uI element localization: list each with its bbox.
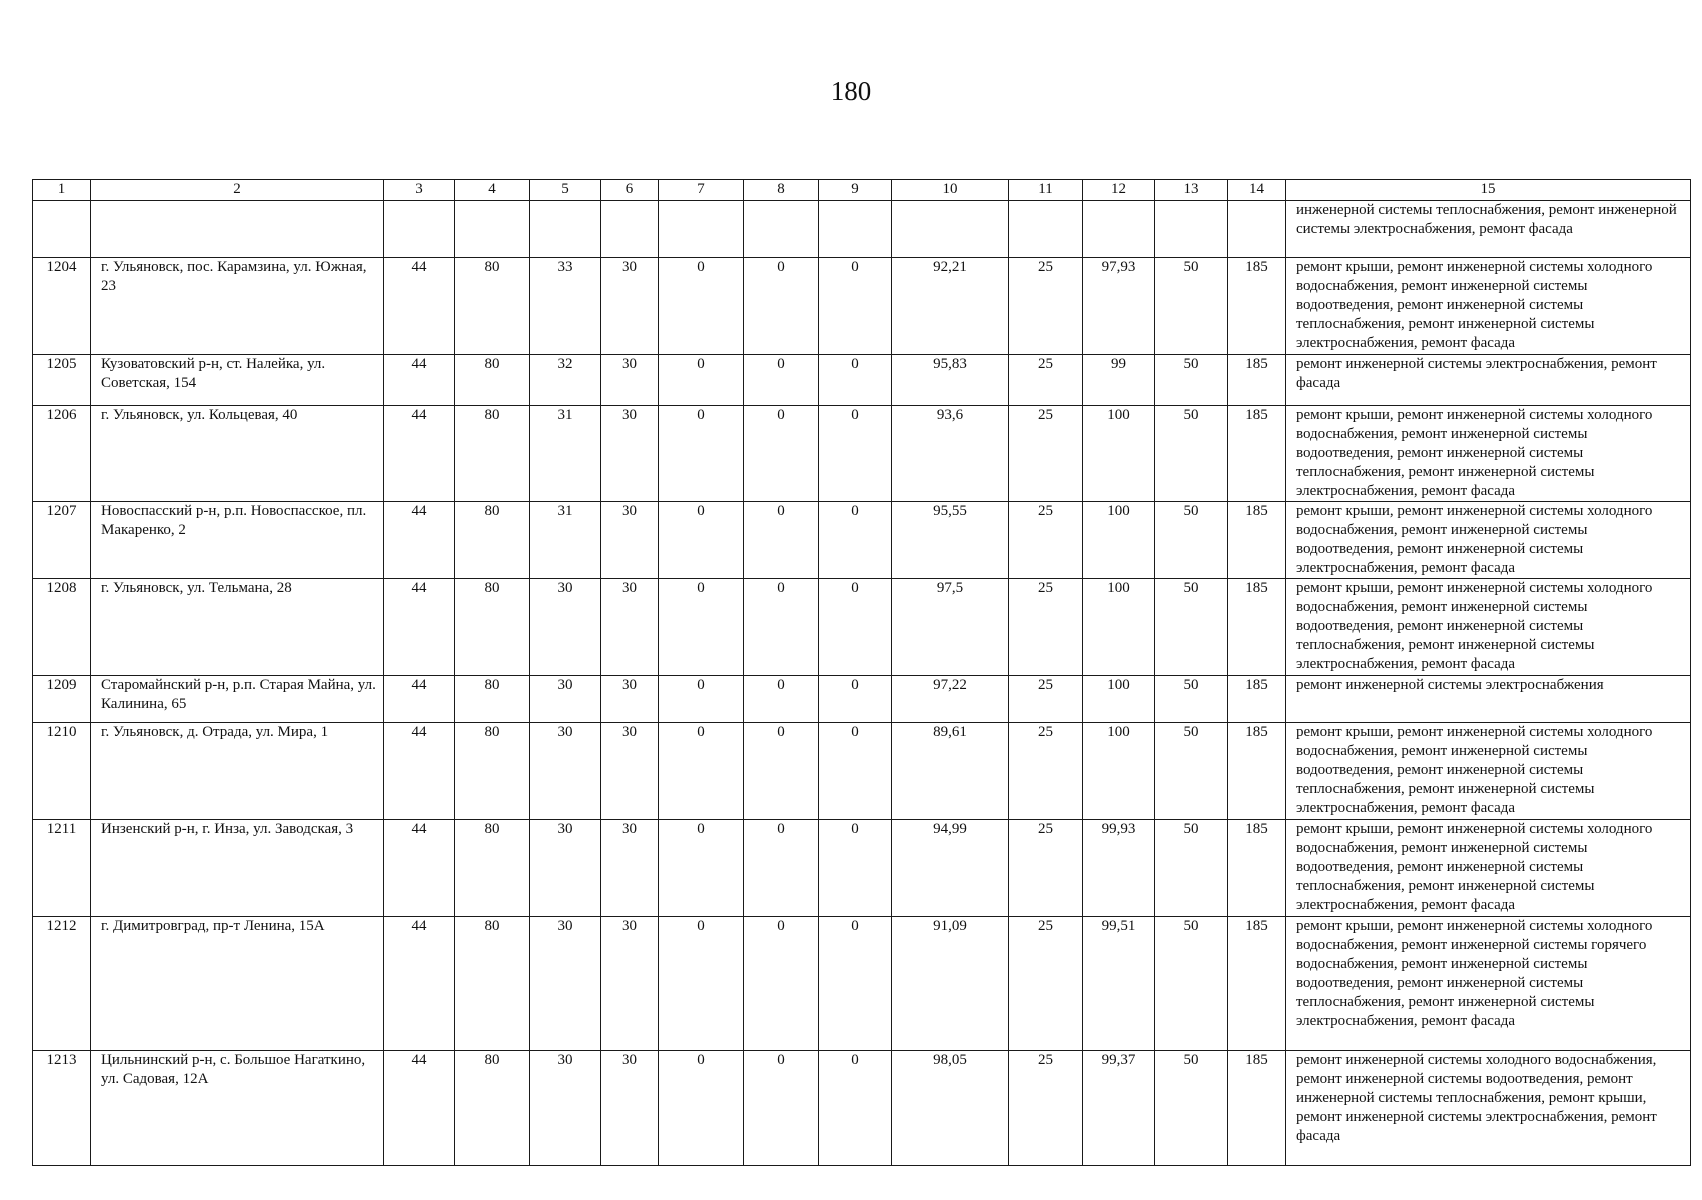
empty-cell	[1228, 201, 1286, 258]
empty-cell	[819, 201, 892, 258]
value-cell-c10: 95,83	[892, 355, 1009, 406]
value-cell-c3: 44	[384, 406, 455, 502]
value-cell-c6: 30	[601, 1051, 659, 1166]
value-cell-c9: 0	[819, 258, 892, 355]
value-cell-c7: 0	[659, 579, 744, 676]
value-cell-c7: 0	[659, 502, 744, 579]
value-cell-c9: 0	[819, 676, 892, 723]
header-row	[33, 180, 1691, 201]
value-cell-c8: 0	[744, 406, 819, 502]
value-cell-c14: 185	[1228, 820, 1286, 917]
header-cell: 6	[601, 180, 659, 201]
value-cell-c4: 80	[455, 820, 530, 917]
value-cell-c14: 185	[1228, 258, 1286, 355]
value-cell-c10: 97,5	[892, 579, 1009, 676]
value-cell-c11: 25	[1009, 1051, 1083, 1166]
value-cell-c7: 0	[659, 676, 744, 723]
value-cell-c9: 0	[819, 355, 892, 406]
address-cell: Старомайнский р-н, р.п. Старая Майна, ул. Калинина, 65	[91, 676, 384, 723]
value-cell-c10: 97,22	[892, 676, 1009, 723]
value-cell-c6: 30	[601, 355, 659, 406]
page-number: 180	[830, 76, 872, 106]
value-cell-c13: 50	[1155, 355, 1228, 406]
value-cell-c4: 80	[455, 355, 530, 406]
value-cell-c14: 185	[1228, 406, 1286, 502]
address-cell: Кузоватовский р-н, ст. Налейка, ул. Советская, 154	[91, 355, 384, 406]
value-cell-c12: 100	[1083, 579, 1155, 676]
value-cell-c3: 44	[384, 820, 455, 917]
works-cell: ремонт крыши, ремонт инженерной системы холодного водоснабжения, ремонт инженерной системы водоотведения, ремонт инженерной системы теплоснабжения, ремонт инженерной системы электроснабжения, ремонт фасада	[1286, 723, 1691, 820]
value-cell-c12: 100	[1083, 676, 1155, 723]
row-number-cell: 1207	[33, 502, 91, 579]
table-row	[33, 502, 1691, 579]
value-cell-c13: 50	[1155, 502, 1228, 579]
value-cell-c13: 50	[1155, 917, 1228, 1051]
value-cell-c7: 0	[659, 355, 744, 406]
value-cell-c9: 0	[819, 406, 892, 502]
value-cell-c3: 44	[384, 917, 455, 1051]
empty-cell	[601, 201, 659, 258]
value-cell-c13: 50	[1155, 258, 1228, 355]
address-cell: г. Ульяновск, д. Отрада, ул. Мира, 1	[91, 723, 384, 820]
value-cell-c11: 25	[1009, 723, 1083, 820]
table-rows	[33, 258, 1691, 1166]
empty-cell	[384, 201, 455, 258]
row-number-cell: 1210	[33, 723, 91, 820]
table-row	[33, 917, 1691, 1051]
address-cell: г. Ульяновск, пос. Карамзина, ул. Южная, 23	[91, 258, 384, 355]
value-cell-c10: 93,6	[892, 406, 1009, 502]
value-cell-c14: 185	[1228, 502, 1286, 579]
value-cell-c12: 100	[1083, 406, 1155, 502]
value-cell-c5: 31	[530, 502, 601, 579]
value-cell-c11: 25	[1009, 676, 1083, 723]
value-cell-c12: 99,51	[1083, 917, 1155, 1051]
value-cell-c7: 0	[659, 1051, 744, 1166]
address-cell: г. Ульяновск, ул. Кольцевая, 40	[91, 406, 384, 502]
value-cell-c9: 0	[819, 1051, 892, 1166]
table-row	[33, 723, 1691, 820]
value-cell-c8: 0	[744, 723, 819, 820]
value-cell-c11: 25	[1009, 820, 1083, 917]
value-cell-c11: 25	[1009, 579, 1083, 676]
value-cell-c5: 30	[530, 723, 601, 820]
value-cell-c12: 97,93	[1083, 258, 1155, 355]
value-cell-c7: 0	[659, 723, 744, 820]
value-cell-c14: 185	[1228, 1051, 1286, 1166]
value-cell-c8: 0	[744, 258, 819, 355]
value-cell-c6: 30	[601, 723, 659, 820]
works-cell: ремонт инженерной системы электроснабжения	[1286, 676, 1691, 723]
value-cell-c4: 80	[455, 917, 530, 1051]
works-cell: ремонт крыши, ремонт инженерной системы холодного водоснабжения, ремонт инженерной системы водоотведения, ремонт инженерной системы электроснабжения, ремонт фасада	[1286, 502, 1691, 579]
empty-cell	[455, 201, 530, 258]
value-cell-c4: 80	[455, 723, 530, 820]
value-cell-c8: 0	[744, 676, 819, 723]
address-cell: Цильнинский р-н, с. Большое Нагаткино, ул. Садовая, 12А	[91, 1051, 384, 1166]
value-cell-c6: 30	[601, 579, 659, 676]
value-cell-c12: 100	[1083, 502, 1155, 579]
works-cell: ремонт крыши, ремонт инженерной системы холодного водоснабжения, ремонт инженерной системы водоотведения, ремонт инженерной системы теплоснабжения, ремонт инженерной системы электроснабжения, ремонт фасада	[1286, 406, 1691, 502]
header-cell: 13	[1155, 180, 1228, 201]
value-cell-c6: 30	[601, 502, 659, 579]
value-cell-c5: 30	[530, 820, 601, 917]
row-number-cell: 1208	[33, 579, 91, 676]
empty-cell	[1083, 201, 1155, 258]
header-cell: 15	[1286, 180, 1691, 201]
address-cell: Новоспасский р-н, р.п. Новоспасское, пл. Макаренко, 2	[91, 502, 384, 579]
table-row	[33, 579, 1691, 676]
value-cell-c3: 44	[384, 355, 455, 406]
value-cell-c3: 44	[384, 258, 455, 355]
value-cell-c4: 80	[455, 406, 530, 502]
row-number-cell: 1206	[33, 406, 91, 502]
header-cell: 4	[455, 180, 530, 201]
header-cell: 2	[91, 180, 384, 201]
header-cell: 10	[892, 180, 1009, 201]
value-cell-c7: 0	[659, 820, 744, 917]
value-cell-c10: 98,05	[892, 1051, 1009, 1166]
value-cell-c3: 44	[384, 676, 455, 723]
value-cell-c3: 44	[384, 1051, 455, 1166]
value-cell-c13: 50	[1155, 579, 1228, 676]
header-cell: 14	[1228, 180, 1286, 201]
value-cell-c12: 99	[1083, 355, 1155, 406]
value-cell-c9: 0	[819, 579, 892, 676]
works-cell: ремонт крыши, ремонт инженерной системы холодного водоснабжения, ремонт инженерной системы горячего водоснабжения, ремонт инженерной системы водоотведения, ремонт инженерной системы теплоснабжения, ремонт инженерной системы электроснабжения, ремонт фасада	[1286, 917, 1691, 1051]
value-cell-c13: 50	[1155, 676, 1228, 723]
value-cell-c3: 44	[384, 579, 455, 676]
table-row	[33, 406, 1691, 502]
empty-cell	[91, 201, 384, 258]
repair-table-wrapper	[32, 179, 1677, 1166]
value-cell-c6: 30	[601, 917, 659, 1051]
table-row	[33, 676, 1691, 723]
header-cell: 11	[1009, 180, 1083, 201]
value-cell-c11: 25	[1009, 406, 1083, 502]
header-cell: 1	[33, 180, 91, 201]
works-cell: ремонт инженерной системы холодного водоснабжения, ремонт инженерной системы водоотведения, ремонт инженерной системы теплоснабжения, ремонт крыши, ремонт инженерной системы электроснабжения, ремонт фасада	[1286, 1051, 1691, 1166]
value-cell-c10: 91,09	[892, 917, 1009, 1051]
empty-cell	[744, 201, 819, 258]
row-number-cell: 1209	[33, 676, 91, 723]
value-cell-c9: 0	[819, 917, 892, 1051]
header-cell: 5	[530, 180, 601, 201]
value-cell-c5: 30	[530, 676, 601, 723]
value-cell-c11: 25	[1009, 917, 1083, 1051]
row-number-cell: 1212	[33, 917, 91, 1051]
value-cell-c10: 92,21	[892, 258, 1009, 355]
table-row	[33, 1051, 1691, 1166]
value-cell-c8: 0	[744, 579, 819, 676]
header-cell: 8	[744, 180, 819, 201]
value-cell-c11: 25	[1009, 502, 1083, 579]
value-cell-c14: 185	[1228, 355, 1286, 406]
value-cell-c5: 30	[530, 579, 601, 676]
continuation-row	[33, 201, 1691, 258]
value-cell-c11: 25	[1009, 258, 1083, 355]
row-number-cell: 1205	[33, 355, 91, 406]
row-number-cell: 1204	[33, 258, 91, 355]
header-cell: 3	[384, 180, 455, 201]
value-cell-c5: 30	[530, 917, 601, 1051]
value-cell-c8: 0	[744, 820, 819, 917]
value-cell-c6: 30	[601, 258, 659, 355]
value-cell-c13: 50	[1155, 406, 1228, 502]
value-cell-c14: 185	[1228, 676, 1286, 723]
value-cell-c4: 80	[455, 676, 530, 723]
value-cell-c13: 50	[1155, 723, 1228, 820]
empty-cell	[659, 201, 744, 258]
value-cell-c4: 80	[455, 502, 530, 579]
value-cell-c6: 30	[601, 820, 659, 917]
value-cell-c6: 30	[601, 406, 659, 502]
value-cell-c9: 0	[819, 723, 892, 820]
address-cell: г. Димитровград, пр-т Ленина, 15А	[91, 917, 384, 1051]
value-cell-c7: 0	[659, 917, 744, 1051]
works-cell: ремонт крыши, ремонт инженерной системы холодного водоснабжения, ремонт инженерной системы водоотведения, ремонт инженерной системы теплоснабжения, ремонт инженерной системы электроснабжения, ремонт фасада	[1286, 579, 1691, 676]
works-continuation: инженерной системы теплоснабжения, ремонт инженерной системы электроснабжения, ремонт фасада	[1286, 201, 1691, 258]
value-cell-c7: 0	[659, 406, 744, 502]
table-row	[33, 258, 1691, 355]
value-cell-c5: 30	[530, 1051, 601, 1166]
value-cell-c13: 50	[1155, 820, 1228, 917]
row-number-cell: 1213	[33, 1051, 91, 1166]
value-cell-c10: 89,61	[892, 723, 1009, 820]
value-cell-c8: 0	[744, 917, 819, 1051]
works-cell: ремонт инженерной системы электроснабжения, ремонт фасада	[1286, 355, 1691, 406]
value-cell-c7: 0	[659, 258, 744, 355]
address-cell: Инзенский р-н, г. Инза, ул. Заводская, 3	[91, 820, 384, 917]
value-cell-c11: 25	[1009, 355, 1083, 406]
value-cell-c4: 80	[455, 1051, 530, 1166]
row-number-cell: 1211	[33, 820, 91, 917]
header-cell: 12	[1083, 180, 1155, 201]
value-cell-c4: 80	[455, 579, 530, 676]
empty-cell	[530, 201, 601, 258]
value-cell-c5: 32	[530, 355, 601, 406]
value-cell-c9: 0	[819, 820, 892, 917]
header-cell: 9	[819, 180, 892, 201]
value-cell-c13: 50	[1155, 1051, 1228, 1166]
value-cell-c9: 0	[819, 502, 892, 579]
value-cell-c3: 44	[384, 723, 455, 820]
works-cell: ремонт крыши, ремонт инженерной системы холодного водоснабжения, ремонт инженерной системы водоотведения, ремонт инженерной системы теплоснабжения, ремонт инженерной системы электроснабжения, ремонт фасада	[1286, 258, 1691, 355]
value-cell-c14: 185	[1228, 917, 1286, 1051]
value-cell-c6: 30	[601, 676, 659, 723]
value-cell-c3: 44	[384, 502, 455, 579]
repair-table	[32, 179, 1691, 1166]
value-cell-c12: 99,37	[1083, 1051, 1155, 1166]
value-cell-c14: 185	[1228, 723, 1286, 820]
works-cell: ремонт крыши, ремонт инженерной системы холодного водоснабжения, ремонт инженерной системы водоотведения, ремонт инженерной системы теплоснабжения, ремонт инженерной системы электроснабжения, ремонт фасада	[1286, 820, 1691, 917]
empty-cell	[33, 201, 91, 258]
value-cell-c12: 100	[1083, 723, 1155, 820]
empty-cell	[892, 201, 1009, 258]
empty-cell	[1155, 201, 1228, 258]
value-cell-c8: 0	[744, 355, 819, 406]
value-cell-c12: 99,93	[1083, 820, 1155, 917]
address-cell: г. Ульяновск, ул. Тельмана, 28	[91, 579, 384, 676]
value-cell-c8: 0	[744, 502, 819, 579]
value-cell-c4: 80	[455, 258, 530, 355]
value-cell-c5: 33	[530, 258, 601, 355]
empty-cell	[1009, 201, 1083, 258]
value-cell-c14: 185	[1228, 579, 1286, 676]
table-row	[33, 820, 1691, 917]
value-cell-c10: 94,99	[892, 820, 1009, 917]
value-cell-c8: 0	[744, 1051, 819, 1166]
value-cell-c10: 95,55	[892, 502, 1009, 579]
value-cell-c5: 31	[530, 406, 601, 502]
header-cell: 7	[659, 180, 744, 201]
table-row	[33, 355, 1691, 406]
